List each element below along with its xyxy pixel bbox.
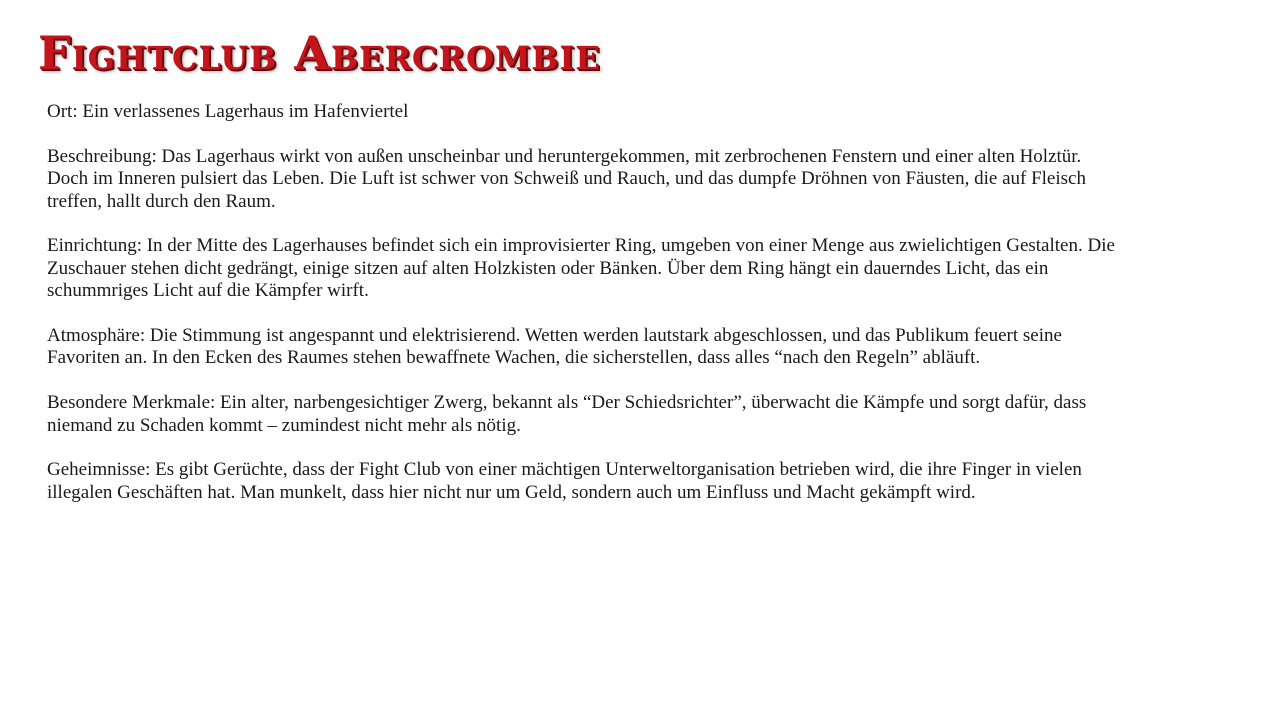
slide-title: Fightclub Abercrombie <box>38 26 601 80</box>
paragraph-location: Ort: Ein verlassenes Lagerhaus im Hafenviertel <box>47 101 409 122</box>
paragraph-atmosphere: Atmosphäre: Die Stimmung ist angespannt und elektrisierend. Wetten werden lautstark abgeschlossen, und das Publikum feuert seine Favoriten an. In den Ecken des Raumes stehen bewaffnete Wachen, die sicherstellen, dass alles “nach den Regeln” abläuft. <box>47 325 1062 369</box>
paragraph-description: Beschreibung: Das Lagerhaus wirkt von außen unscheinbar und heruntergekommen, mit zerbrochenen Fenstern und einer alten Holztür. Doch im Inneren pulsiert das Leben. Die Luft ist schwer von Schweiß und Rauch, und das dumpfe Dröhnen von Fäusten, die auf Fleisch treffen, hallt durch den Raum. <box>47 145 1086 212</box>
paragraph-secrets: Geheimnisse: Es gibt Gerüchte, dass der Fight Club von einer mächtigen Unterweltorganisation betrieben wird, die ihre Finger in vielen illegalen Geschäften hat. Man munkelt, dass hier nicht nur um Geld, sondern auch um Einfluss und Macht gekämpft wird. <box>47 459 1082 503</box>
paragraph-furnishing: Einrichtung: In der Mitte des Lagerhauses befindet sich ein improvisierter Ring, umgeben von einer Menge aus zwielichtigen Gestalten. Die Zuschauer stehen dicht gedrängt, einige sitzen auf alten Holzkisten oder Bänken. Über dem Ring hängt ein dauerndes Licht, das ein schummriges Licht auf die Kämpfer wirft. <box>47 235 1115 302</box>
paragraph-special-features: Besondere Merkmale: Ein alter, narbengesichtiger Zwerg, bekannt als “Der Schiedsrichter”, überwacht die Kämpfe und sorgt dafür, dass niemand zu Schaden kommt – zumindest nicht mehr als nötig. <box>47 392 1087 436</box>
slide-body <box>47 101 1117 504</box>
